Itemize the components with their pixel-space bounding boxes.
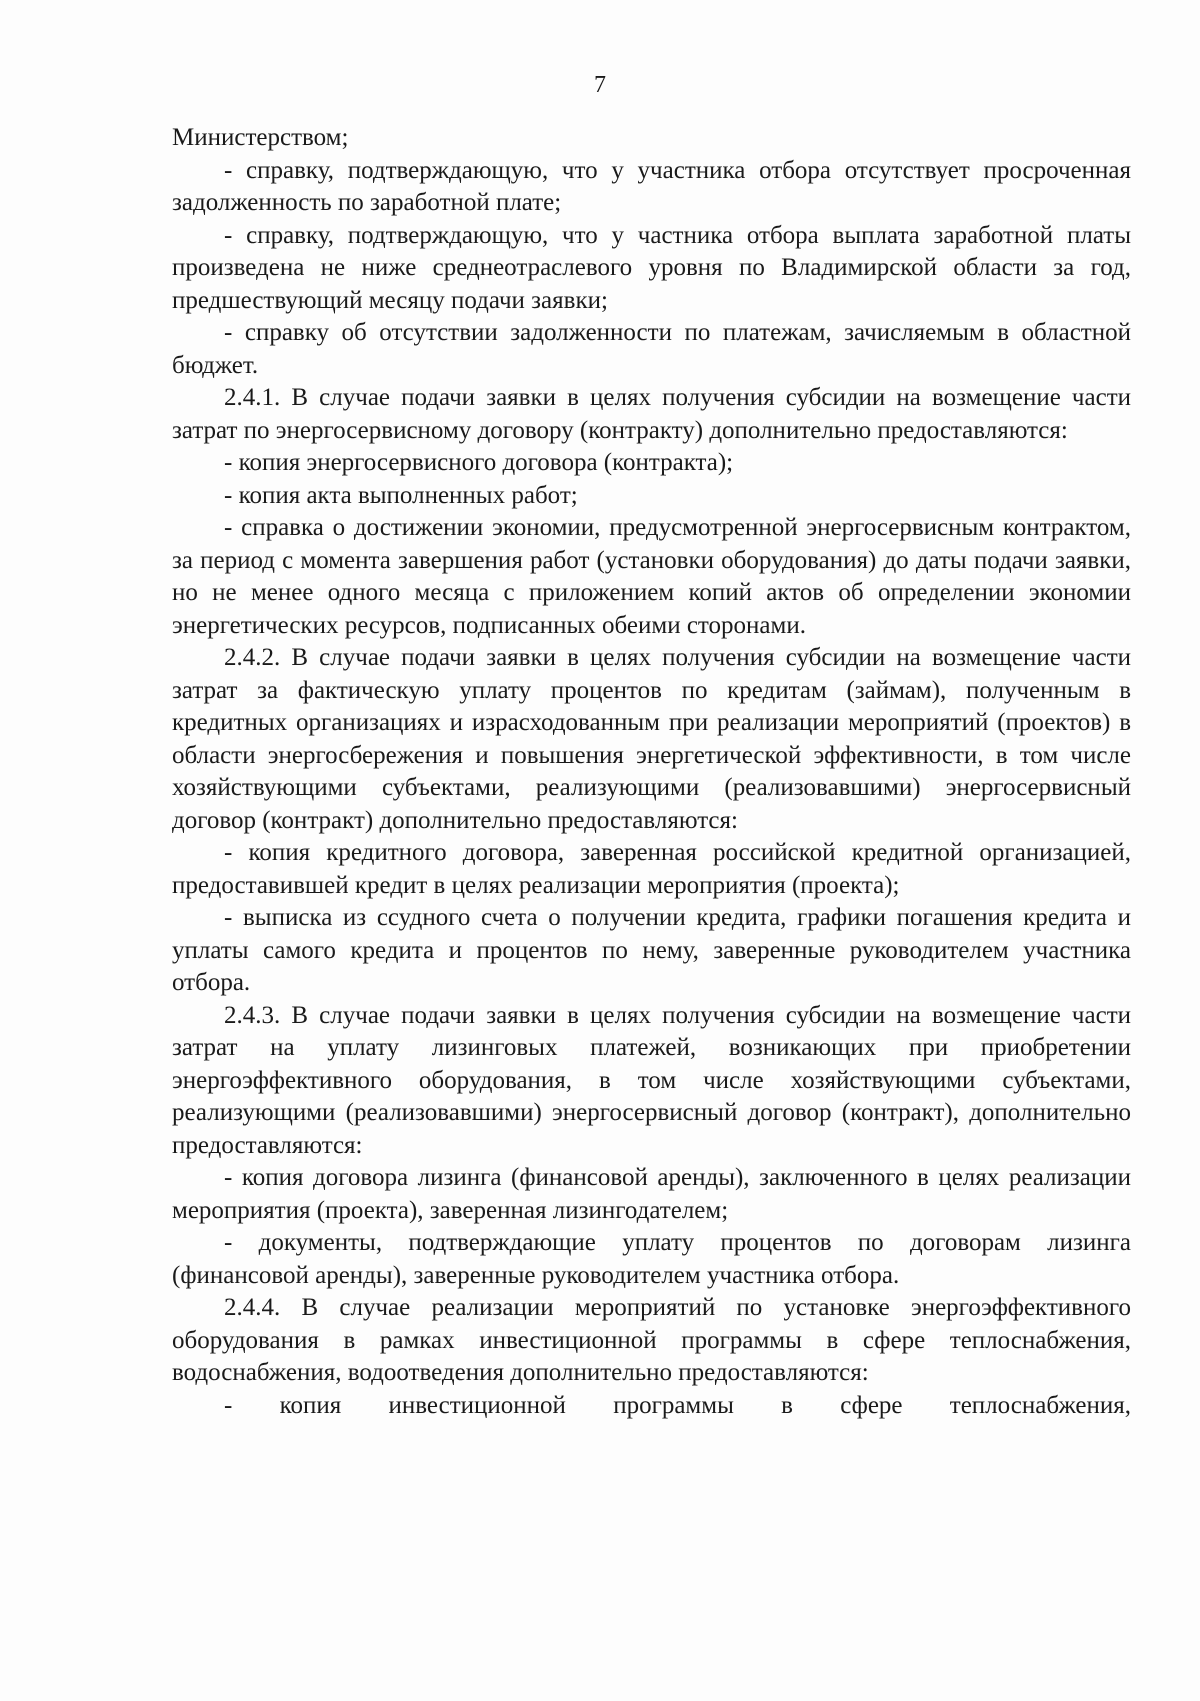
paragraph-wage-debt-certificate: - справку, подтверждающую, что у участника отбора отсутствует просроченная задолженность по заработной плате; [172, 156, 1131, 216]
paragraph-loan-account-statement: - выписка из ссудного счета о получении кредита, графики погашения кредита и уплаты самого кредита и процентов по нему, заверенные руководителем участника отбора. [172, 904, 1131, 996]
document-body [172, 122, 1131, 1422]
paragraph-energy-contract-copy: - копия энергосервисного договора (контракта); [224, 449, 734, 476]
paragraph-investment-program-copy: - копия инвестиционной программы в сфере теплоснабжения, [224, 1391, 1131, 1419]
paragraph-ministry: Министерством; [172, 124, 349, 151]
paragraph-savings-certificate: - справка о достижении экономии, предусмотренной энергосервисным контрактом, за период с момента завершения работ (установки оборудования) до даты подачи заявки, но не менее одного месяца с приложением копий актов об определении экономии энергетических ресурсов, подписанных обеими сторонами. [172, 514, 1131, 639]
paragraph-work-act-copy: - копия акта выполненных работ; [224, 481, 578, 509]
paragraph-credit-agreement-copy: - копия кредитного договора, заверенная российской кредитной организацией, предоставившей кредит в целях реализации мероприятия (проекта); [172, 839, 1131, 899]
paragraph-section-2-4-1: 2.4.1. В случае подачи заявки в целях получения субсидии на возмещение части затрат по энергосервисному договору (контракту) дополнительно предоставляются: [172, 384, 1131, 444]
paragraph-budget-debt-certificate: - справку об отсутствии задолженности по платежам, зачисляемым в областной бюджет. [172, 319, 1131, 379]
paragraph-section-2-4-4: 2.4.4. В случае реализации мероприятий по установке энергоэффективного оборудования в рамках инвестиционной программы в сфере теплоснабжения, водоснабжения, водоотведения дополнительно предоставляются: [172, 1294, 1131, 1386]
paragraph-section-2-4-2: 2.4.2. В случае подачи заявки в целях получения субсидии на возмещение части затрат за фактическую уплату процентов по кредитам (займам), полученным в кредитных организациях и израсходованным при реализации мероприятий (проектов) в области энергосбережения и повышения энергетической эффективности, в том числе хозяйствующими субъектами, реализующими (реализовавшими) энергосервисный договор (контракт) дополнительно предоставляются: [172, 644, 1131, 834]
paragraph-leasing-payment-documents: - документы, подтверждающие уплату процентов по договорам лизинга (финансовой аренды), заверенные руководителем участника отбора. [172, 1229, 1131, 1289]
paragraph-section-2-4-3: 2.4.3. В случае подачи заявки в целях получения субсидии на возмещение части затрат на уплату лизинговых платежей, возникающих при приобретении энергоэффективного оборудования, в том числе хозяйствующими субъектами, реализующими (реализовавшими) энергосервисный договор (контракт), дополнительно предоставляются: [172, 1001, 1131, 1159]
page-number: 7 [594, 72, 606, 98]
paragraph-leasing-agreement-copy: - копия договора лизинга (финансовой аренды), заключенного в целях реализации мероприятия (проекта), заверенная лизингодателем; [172, 1164, 1131, 1224]
paragraph-wage-level-certificate: - справку, подтверждающую, что у частника отбора выплата заработной платы произведена не ниже среднеотраслевого уровня по Владимирской области за год, предшествующий месяцу подачи заявки; [172, 221, 1131, 314]
